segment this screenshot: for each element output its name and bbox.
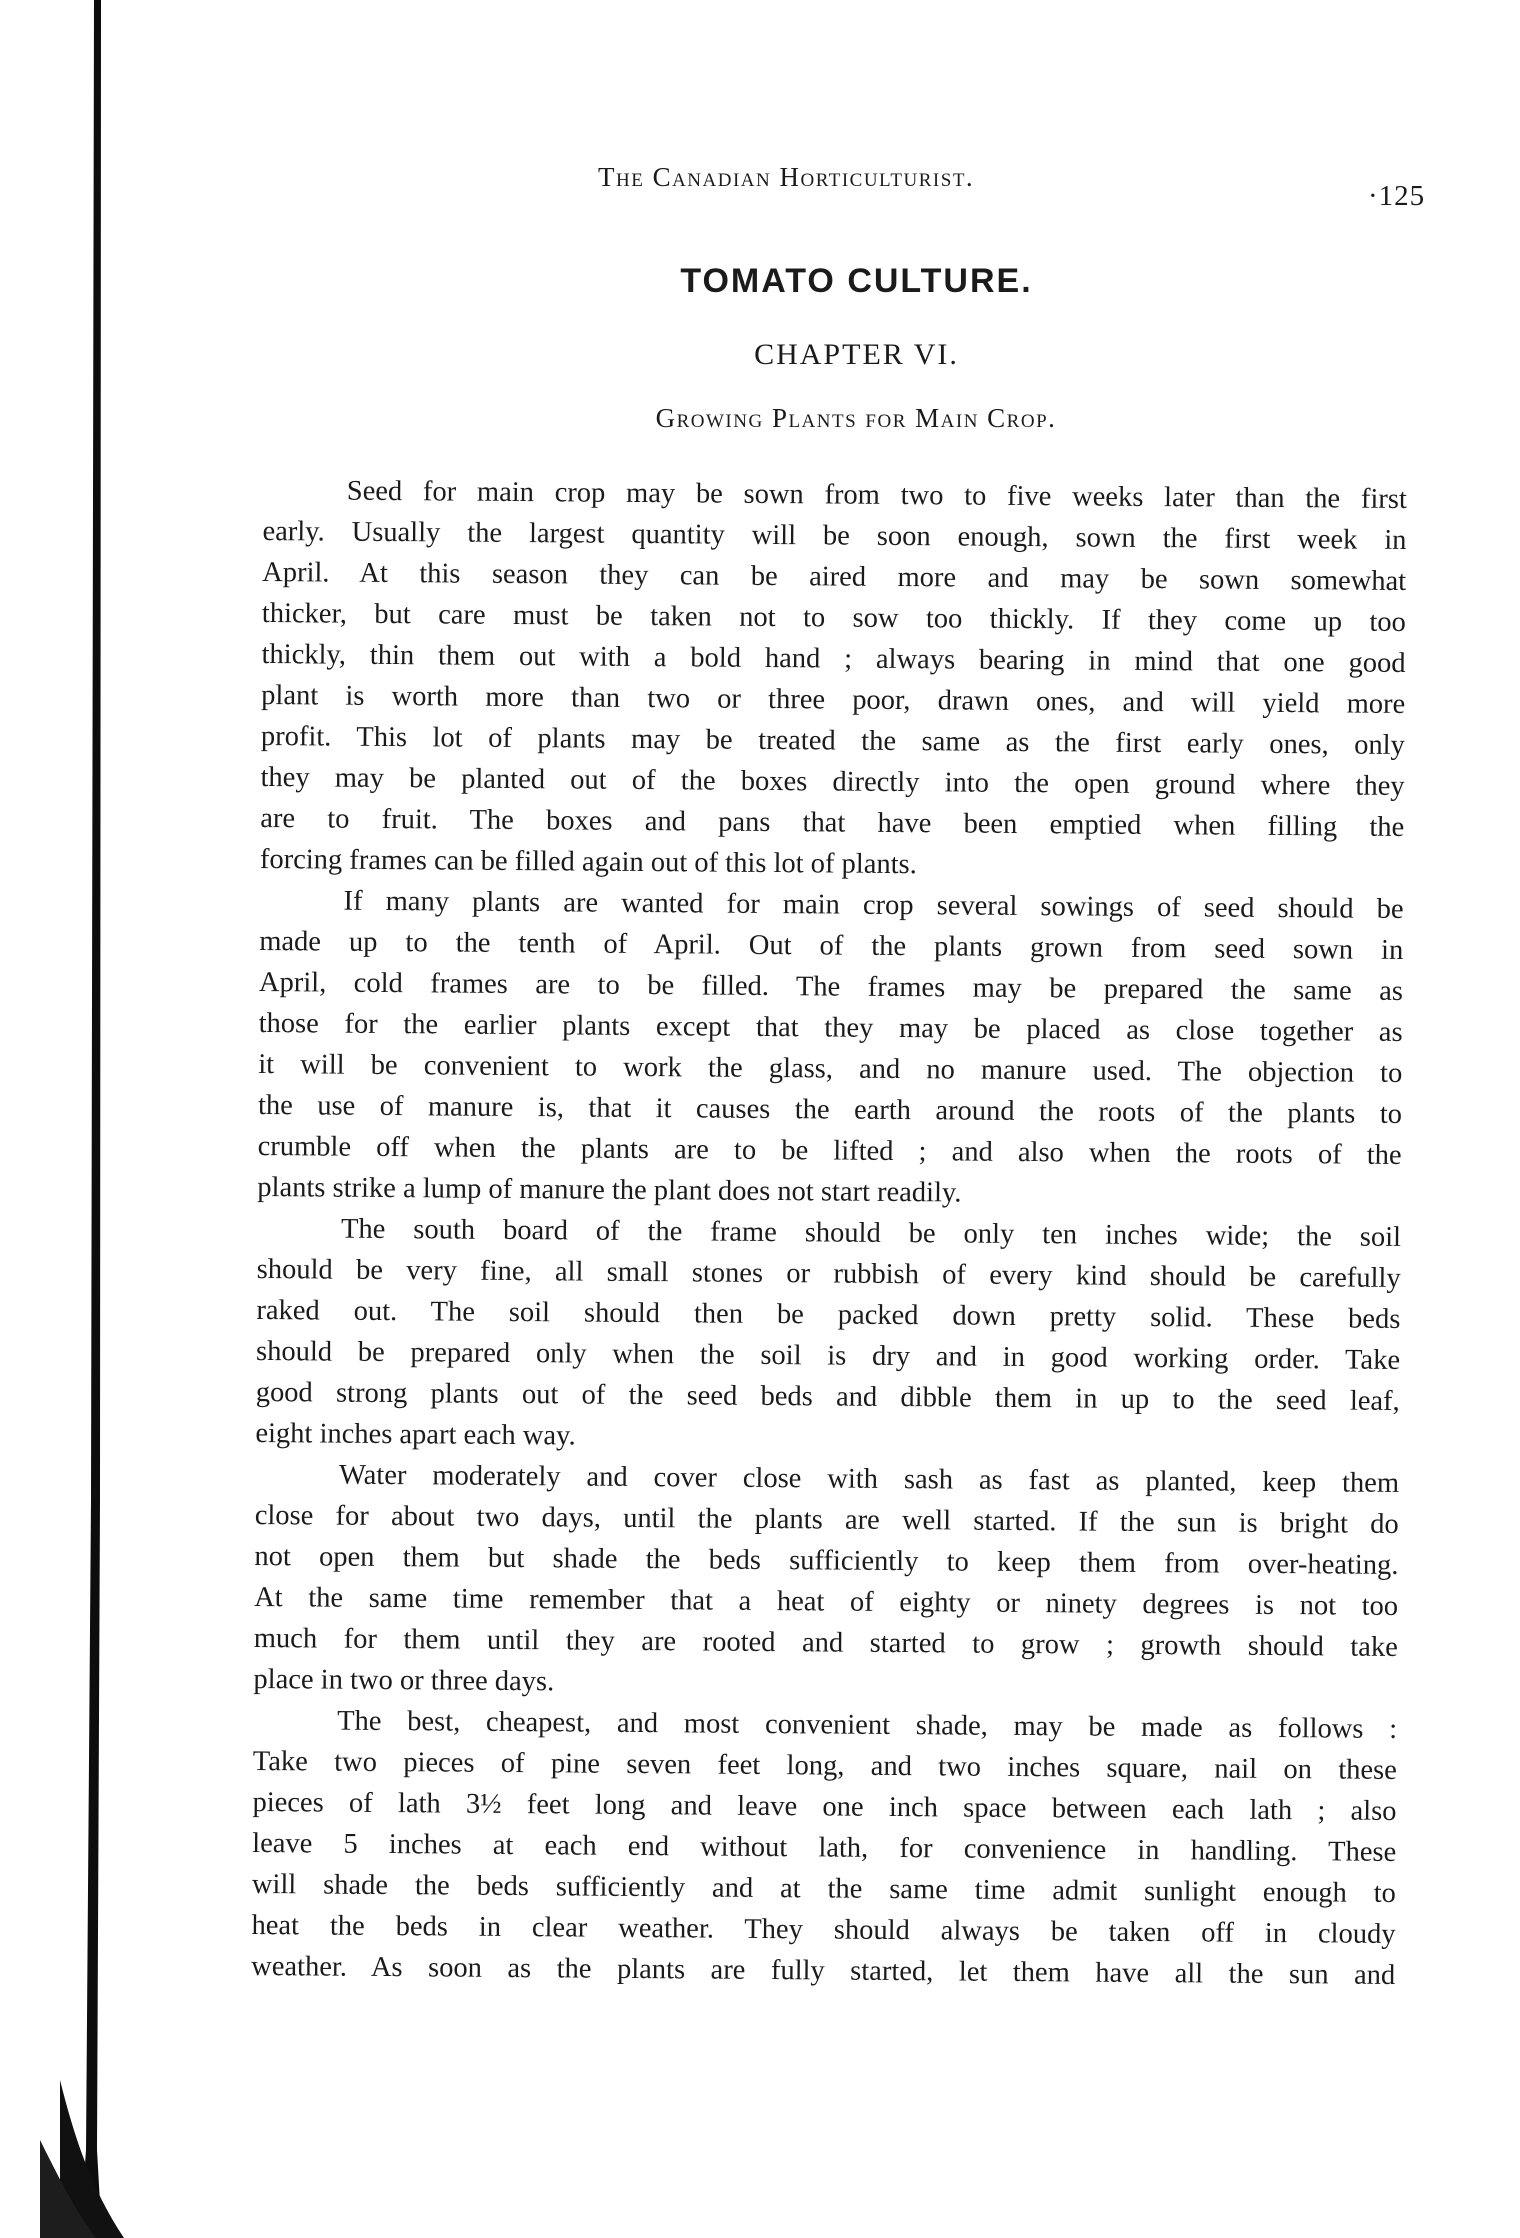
text-line: close for about two days, until the plants are well started. If the sun is bright do xyxy=(254,1499,1399,1540)
text-line: those for the earlier plants except that they may be placed as close together as xyxy=(258,1007,1403,1048)
text-line: eight inches apart each way. xyxy=(255,1417,576,1452)
text-line: Seed for main crop may be sown from two to five weeks later than the first xyxy=(346,475,1407,515)
text-line: plant is worth more than two or three poor, drawn ones, and will yield more xyxy=(261,679,1406,720)
text-line: it will be convenient to work the glass, and no manure used. The objection to xyxy=(258,1048,1403,1089)
text-line: made up to the tenth of April. Out of the plants grown from seed sown in xyxy=(259,925,1404,966)
text-line: At the same time remember that a heat of eighty or ninety degrees is not too xyxy=(254,1581,1399,1622)
text-line: good strong plants out of the seed beds and dibble them in up to the seed leaf, xyxy=(255,1376,1400,1417)
text-line: heat the beds in clear weather. They should always be taken off in cloudy xyxy=(251,1909,1396,1950)
paragraph xyxy=(260,470,1407,889)
chapter-heading: CHAPTER VI. xyxy=(754,338,959,371)
binding-shadow-line xyxy=(80,0,102,2238)
text-line: raked out. The soil should then be packed down pretty solid. These beds xyxy=(256,1294,1401,1335)
paragraph xyxy=(255,1208,1401,1463)
text-line: leave 5 inches at each end without lath, for convenience in handling. These xyxy=(252,1827,1397,1868)
paragraph xyxy=(253,1454,1399,1709)
text-line: are to fruit. The boxes and pans that have been emptied when filling the xyxy=(260,802,1405,843)
text-line: will shade the beds sufficiently and at the same time admit sunlight enough to xyxy=(251,1868,1396,1909)
text-line: thicker, but care must be taken not to sow too thickly. If they come up too xyxy=(261,597,1406,638)
text-line: pieces of lath 3½ feet long and leave one inch space between each lath ; also xyxy=(252,1786,1397,1827)
page-binding-edge xyxy=(0,0,124,2238)
text-line: much for them until they are rooted and started to grow ; growth should take xyxy=(253,1622,1398,1663)
text-line: April, cold frames are to be filled. The frames may be prepared the same as xyxy=(258,966,1404,1007)
text-line: April. At this season they can be aired more and may be sown somewhat xyxy=(262,556,1407,597)
paragraph xyxy=(257,880,1404,1217)
text-line: not open them but shade the beds sufficiently to keep them from over-heating. xyxy=(254,1540,1399,1581)
text-line: plants strike a lump of manure the plant does not start readily. xyxy=(257,1171,962,1209)
section-heading: Growing Plants for Main Crop. xyxy=(655,403,1057,433)
text-line: they may be planted out of the boxes directly into the open ground where they xyxy=(260,761,1405,802)
text-line: If many plants are wanted for main crop several sowings of seed should be xyxy=(343,885,1404,925)
text-line: should be very fine, all small stones or rubbish of every kind should be carefully xyxy=(256,1253,1401,1294)
page-number: ·125 xyxy=(1368,180,1426,212)
text-line: weather. As soon as the plants are fully started, let them have all the sun and xyxy=(251,1950,1396,1991)
text-line: The south board of the frame should be only ten inches wide; the soil xyxy=(340,1213,1402,1253)
text-line: should be prepared only when the soil is dry and in good working order. Take xyxy=(255,1335,1401,1376)
article-title: TOMATO CULTURE. xyxy=(680,262,1033,300)
article-body xyxy=(251,470,1407,1996)
text-line: the use of manure is, that it causes the earth around the roots of the plants to xyxy=(257,1089,1403,1130)
text-line: place in two or three days. xyxy=(253,1663,555,1698)
paragraph xyxy=(251,1700,1397,1996)
text-line: thickly, thin them out with a bold hand ; always bearing in mind that one good xyxy=(261,638,1406,679)
running-head: The Canadian Horticulturist. xyxy=(598,162,975,192)
text-line: crumble off when the plants are to be lifted ; and also when the roots of the xyxy=(257,1130,1402,1171)
text-line: Take two pieces of pine seven feet long, and two inches square, nail on these xyxy=(252,1745,1397,1786)
text-line: Water moderately and cover close with sash as fast as planted, keep them xyxy=(338,1459,1400,1499)
text-line: forcing frames can be filled again out of this lot of plants. xyxy=(259,843,917,881)
text-line: The best, cheapest, and most convenient shade, may be made as follows : xyxy=(337,1705,1398,1745)
text-line: early. Usually the largest quantity will be soon enough, sown the first week in xyxy=(262,515,1407,556)
text-line: profit. This lot of plants may be treated the same as the first early ones, only xyxy=(260,720,1405,761)
